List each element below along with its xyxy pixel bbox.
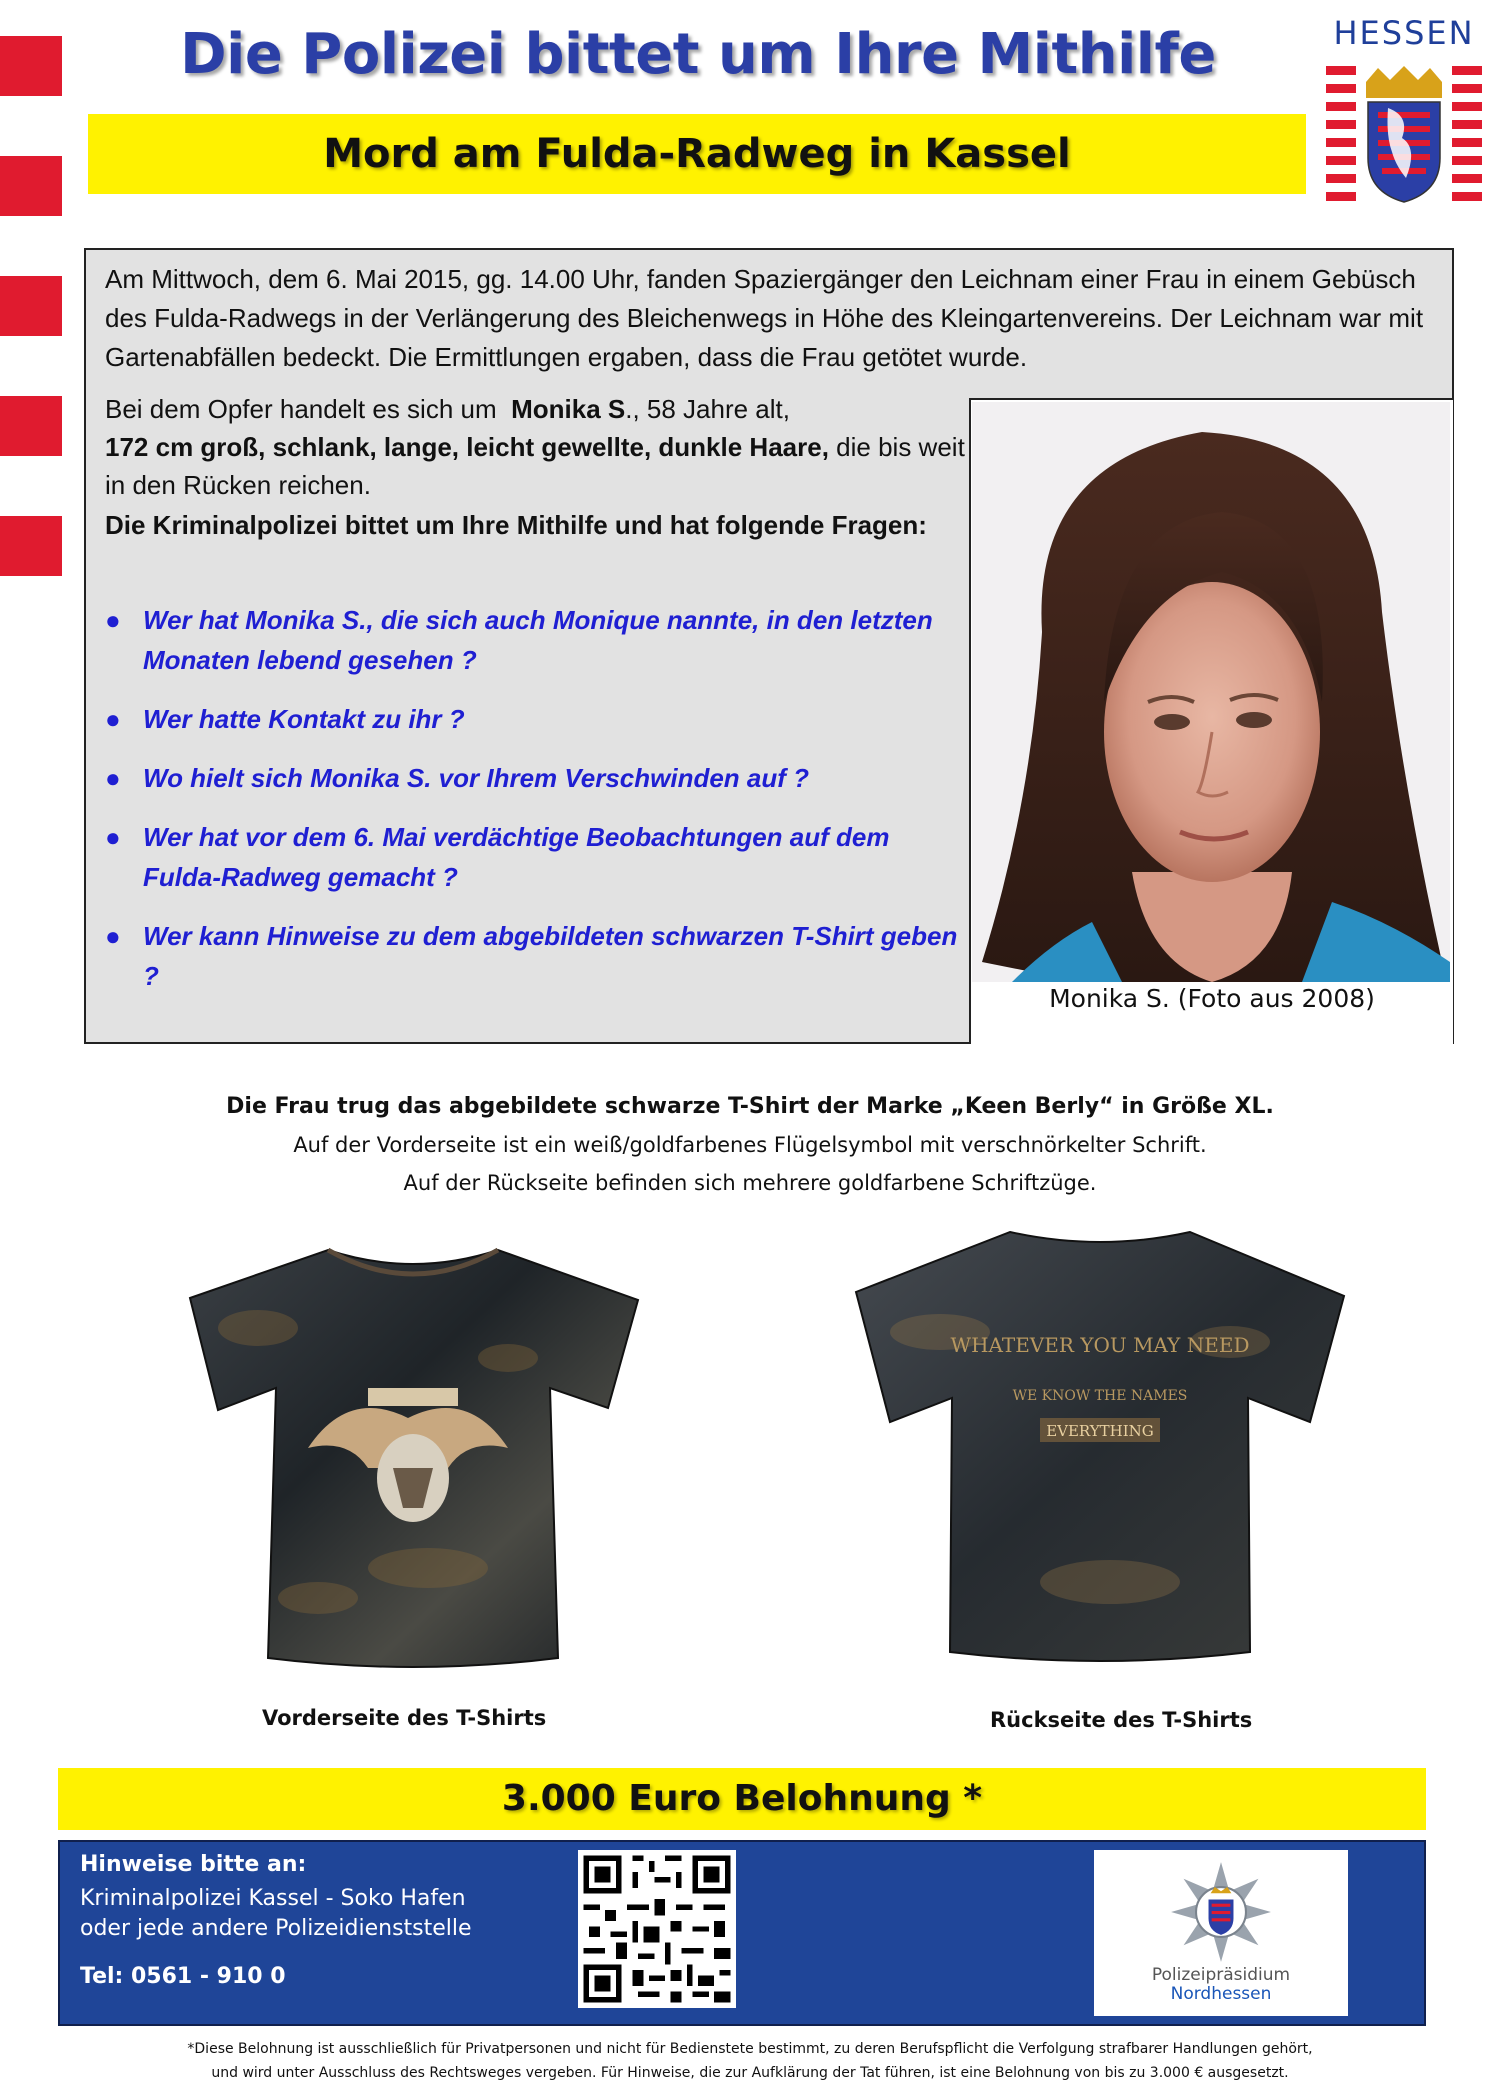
victim-prefix: Bei dem Opfer handelt es sich um bbox=[105, 394, 497, 424]
side-red-bar bbox=[0, 516, 62, 576]
qr-code-icon[interactable] bbox=[578, 1850, 736, 2008]
question-text: Wer hat Monika S., die sich auch Monique nannte, in den letzten Monaten lebend gesehen ? bbox=[143, 605, 933, 675]
police-star-icon bbox=[1169, 1860, 1273, 1964]
reward-footnote bbox=[60, 2037, 1440, 2085]
contact-line-2: oder jede andere Polizeidienststelle bbox=[80, 1916, 472, 1941]
police-appeal: Die Kriminalpolizei bittet um Ihre Mithilfe und hat folgende Fragen: bbox=[105, 510, 927, 540]
question-text: Wer hatte Kontakt zu ihr ? bbox=[143, 704, 465, 734]
back-print-line1: WHATEVER YOU MAY NEED bbox=[950, 1333, 1250, 1357]
case-intro-text: Am Mittwoch, dem 6. Mai 2015, gg. 14.00 Uhr, fanden Spaziergänger den Leichnam einer Frau in einem Gebüsch des Fulda-Radwegs in der Verlängerung des Bleichenwegs in Höhe des Kleingartenvereins. Der Leichnam war mit Gartenabfällen bedeckt. Die Ermittlungen ergaben, dass die Frau getötet wurde. bbox=[105, 264, 1424, 372]
tshirt-desc-line3: Auf der Rückseite befinden sich mehrere goldfarbene Schriftzüge. bbox=[403, 1171, 1097, 1195]
page-title: Die Polizei bittet um Ihre Mithilfe bbox=[180, 22, 1216, 87]
victim-age: ., 58 Jahre alt, bbox=[625, 394, 790, 424]
tshirt-description bbox=[60, 1088, 1440, 1202]
bullet-icon: ● bbox=[105, 763, 121, 793]
victim-photo bbox=[972, 402, 1450, 982]
tshirt-front-caption: Vorderseite des T-Shirts bbox=[262, 1706, 547, 1730]
side-red-bar bbox=[0, 156, 62, 216]
bullet-icon: ● bbox=[105, 822, 121, 852]
victim-description bbox=[105, 390, 965, 504]
footnote-line2: und wird unter Ausschluss des Rechtsweges vergeben. Für Hinweise, die zur Aufklärung der Tat führen, ist eine Belohnung von bis zu 3.000 € ausgesetzt. bbox=[211, 2065, 1289, 2081]
tshirt-back-image bbox=[850, 1222, 1350, 1672]
footnote-line1: *Diese Belohnung ist ausschließlich für Privatpersonen und nicht für Bedienstete bestimmt, zu deren Berufspflicht die Verfolgung strafbarer Handlungen gehört, bbox=[187, 2041, 1313, 2057]
bullet-icon: ● bbox=[105, 605, 121, 635]
victim-features-end: die bis weit in den Rücken reichen. bbox=[105, 432, 965, 500]
question-text: Wo hielt sich Monika S. vor Ihrem Verschwinden auf ? bbox=[143, 763, 810, 793]
hessen-logo-text: HESSEN bbox=[1333, 14, 1475, 52]
side-red-bar bbox=[0, 396, 62, 456]
question-text: Wer kann Hinweise zu dem abgebildeten schwarzen T-Shirt geben ? bbox=[143, 921, 958, 991]
list-item bbox=[105, 699, 965, 739]
back-print-line2: WE KNOW THE NAMES bbox=[1012, 1388, 1188, 1404]
list-item bbox=[105, 600, 965, 680]
tshirt-desc-line2: Auf der Vorderseite ist ein weiß/goldfarbenes Flügelsymbol mit verschnörkelter Schrift. bbox=[293, 1133, 1207, 1157]
tshirt-back-caption: Rückseite des T-Shirts bbox=[990, 1708, 1253, 1732]
hessen-coat-of-arms-icon bbox=[1326, 62, 1482, 210]
back-print-line3: EVERYTHING bbox=[1046, 1422, 1154, 1440]
contact-heading: Hinweise bitte an: bbox=[80, 1852, 307, 1877]
list-item bbox=[105, 916, 965, 996]
bullet-icon: ● bbox=[105, 921, 121, 951]
question-list bbox=[105, 600, 965, 1015]
contact-line-1: Kriminalpolizei Kassel - Soko Hafen bbox=[80, 1886, 466, 1911]
question-text: Wer hat vor dem 6. Mai verdächtige Beobachtungen auf dem Fulda-Radweg gemacht ? bbox=[143, 822, 890, 892]
tshirt-front-image bbox=[178, 1238, 648, 1678]
photo-caption: Monika S. (Foto aus 2008) bbox=[1049, 984, 1375, 1013]
contact-phone[interactable]: Tel: 0561 - 910 0 bbox=[80, 1964, 286, 1989]
list-item bbox=[105, 758, 965, 798]
police-name-line1: Polizeipräsidium bbox=[1151, 1965, 1291, 1985]
bullet-icon: ● bbox=[105, 704, 121, 734]
reward-text: 3.000 Euro Belohnung * bbox=[501, 1778, 983, 1819]
list-item bbox=[105, 817, 965, 897]
tshirt-desc-line1: Die Frau trug das abgebildete schwarze T-Shirt der Marke „Keen Berly“ in Größe XL. bbox=[226, 1094, 1274, 1119]
page-subtitle: Mord am Fulda-Radweg in Kassel bbox=[323, 131, 1071, 177]
police-name-line2: Nordhessen bbox=[1170, 1984, 1272, 2004]
police-name bbox=[1094, 1966, 1348, 2004]
victim-features: 172 cm groß, schlank, lange, leicht gewellte, dunkle Haare, bbox=[105, 432, 829, 462]
side-red-bar bbox=[0, 276, 62, 336]
side-red-bar bbox=[0, 36, 62, 96]
victim-name: Monika S bbox=[511, 394, 626, 424]
